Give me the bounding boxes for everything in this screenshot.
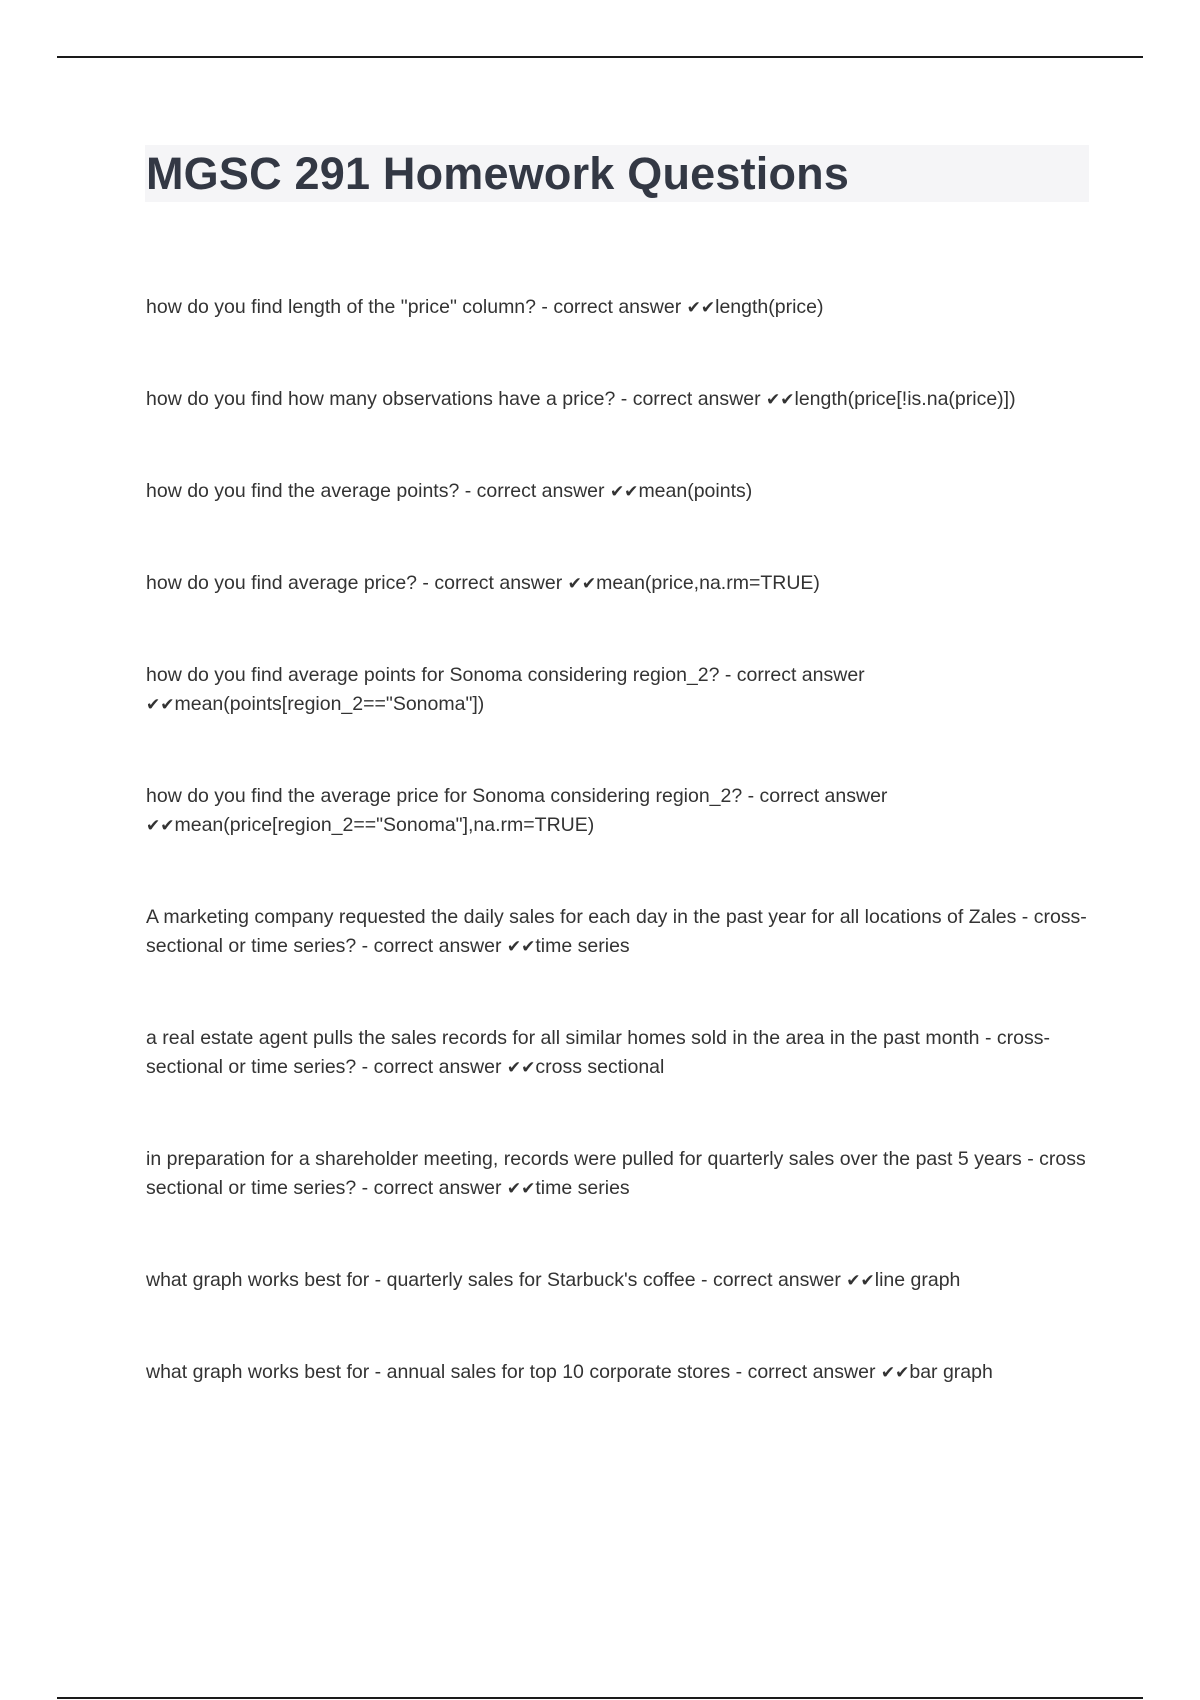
answer-separator: - correct answer bbox=[536, 296, 687, 318]
qa-item-11 bbox=[146, 1358, 1090, 1388]
check-mark-icon: ✔✔ bbox=[846, 1271, 875, 1291]
answer-separator: - correct answer bbox=[742, 785, 888, 807]
answer-separator: - correct answer bbox=[417, 572, 568, 594]
answer-text: line graph bbox=[874, 1269, 961, 1291]
answer-text: time series bbox=[535, 1177, 630, 1199]
answer-text: mean(price[region_2=="Sonoma"],na.rm=TRUE) bbox=[174, 814, 595, 836]
question-text: how do you find average price? bbox=[146, 572, 418, 594]
qa-list bbox=[146, 293, 1090, 1388]
answer-text: length(price) bbox=[715, 296, 824, 318]
check-mark-icon: ✔✔ bbox=[609, 482, 639, 502]
qa-item-5 bbox=[146, 661, 1090, 720]
question-text: how do you find the average price for Sonoma considering region_2? bbox=[146, 785, 743, 807]
qa-item-7 bbox=[146, 903, 1090, 962]
question-text: what graph works best for - quarterly sales for Starbuck's coffee bbox=[146, 1269, 696, 1291]
answer-separator: - correct answer bbox=[356, 935, 507, 957]
top-rule bbox=[57, 56, 1143, 58]
qa-item-2 bbox=[146, 385, 1090, 415]
answer-text: time series bbox=[535, 935, 630, 957]
document-title: MGSC 291 Homework Questions bbox=[146, 148, 850, 199]
qa-item-3 bbox=[146, 477, 1090, 507]
check-mark-icon: ✔✔ bbox=[686, 298, 716, 318]
check-mark-icon: ✔✔ bbox=[146, 816, 175, 836]
question-text: how do you find average points for Sonoma considering region_2? bbox=[146, 664, 720, 686]
check-mark-icon: ✔✔ bbox=[880, 1363, 910, 1383]
answer-text: mean(points[region_2=="Sonoma"]) bbox=[174, 693, 485, 715]
answer-separator: - correct answer bbox=[356, 1056, 507, 1078]
answer-text: mean(price,na.rm=TRUE) bbox=[596, 572, 820, 594]
answer-text: mean(points) bbox=[638, 480, 753, 502]
answer-text: cross sectional bbox=[535, 1056, 665, 1078]
qa-item-1 bbox=[146, 293, 1090, 323]
question-text: how do you find length of the "price" column? bbox=[146, 296, 536, 318]
bottom-rule bbox=[57, 1697, 1143, 1699]
check-mark-icon: ✔✔ bbox=[506, 937, 536, 957]
qa-item-9 bbox=[146, 1145, 1090, 1204]
qa-item-6 bbox=[146, 782, 1090, 841]
question-text: how do you find how many observations have a price? bbox=[146, 388, 616, 410]
answer-separator: - correct answer bbox=[459, 480, 610, 502]
question-text: what graph works best for - annual sales for top 10 corporate stores bbox=[146, 1361, 731, 1383]
check-mark-icon: ✔✔ bbox=[766, 390, 795, 410]
check-mark-icon: ✔✔ bbox=[567, 574, 597, 594]
question-text: a real estate agent pulls the sales records for all similar homes sold in the area in the past month - cross-sectional or time series? bbox=[146, 1027, 1050, 1078]
qa-item-8 bbox=[146, 1024, 1090, 1083]
question-text: in preparation for a shareholder meeting, records were pulled for quarterly sales over the past 5 years - cross sectional or time series? bbox=[146, 1148, 1086, 1199]
check-mark-icon: ✔✔ bbox=[146, 695, 175, 715]
answer-separator: - correct answer bbox=[719, 664, 865, 686]
answer-separator: - correct answer bbox=[695, 1269, 847, 1291]
check-mark-icon: ✔✔ bbox=[506, 1058, 536, 1078]
question-text: how do you find the average points? bbox=[146, 480, 460, 502]
answer-separator: - correct answer bbox=[615, 388, 766, 410]
check-mark-icon: ✔✔ bbox=[506, 1179, 536, 1199]
qa-item-4 bbox=[146, 569, 1090, 599]
qa-item-10 bbox=[146, 1266, 1090, 1296]
answer-separator: - correct answer bbox=[356, 1177, 507, 1199]
question-text: A marketing company requested the daily sales for each day in the past year for all locations of Zales - cross-sectional or time series? bbox=[146, 906, 1087, 957]
answer-text: length(price[!is.na(price)]) bbox=[794, 388, 1016, 410]
answer-text: bar graph bbox=[909, 1361, 993, 1383]
answer-separator: - correct answer bbox=[730, 1361, 881, 1383]
